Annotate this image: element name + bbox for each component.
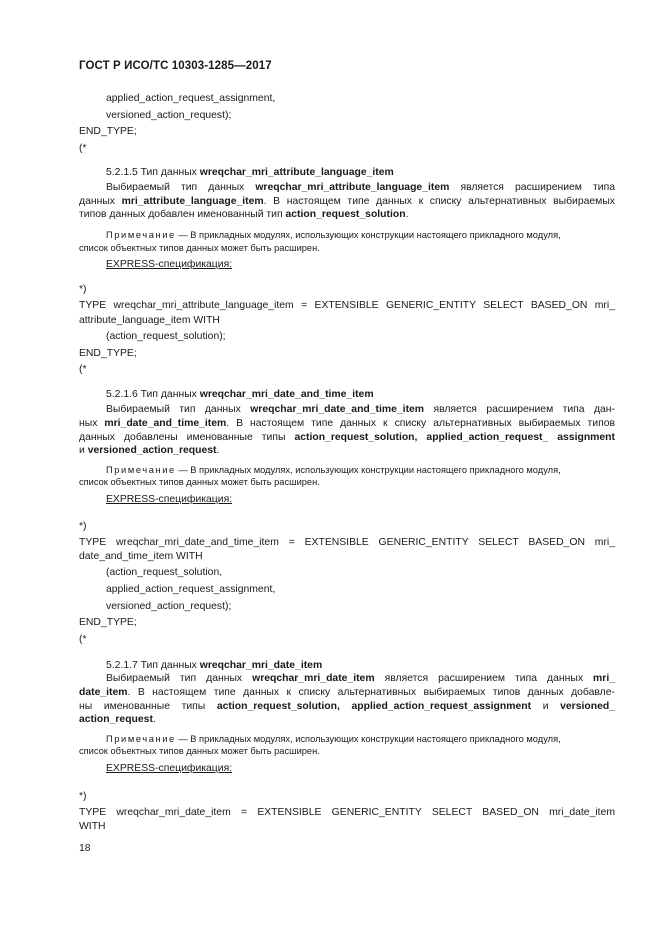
- code-line: applied_action_request_assignment,: [106, 93, 276, 104]
- paragraph-line: action_request.: [79, 714, 156, 725]
- section-heading: 5.2.1.5 Тип данных wreqchar_mri_attribute_language_item: [106, 167, 394, 178]
- section-heading: 5.2.1.7 Тип данных wreqchar_mri_date_item: [106, 660, 323, 671]
- code-line: TYPE wreqchar_mri_date_item = EXTENSIBLE GENERIC_ENTITY SELECT BASED_ON mri_date_item: [79, 807, 615, 818]
- code-line: END_TYPE;: [79, 617, 137, 628]
- code-line: WITH: [79, 821, 106, 832]
- note-line: Примечание — В прикладных модулях, использующих конструкции настоящего прикладного модуля,: [106, 230, 561, 240]
- code-line: (*: [79, 143, 87, 154]
- code-line: (action_request_solution,: [106, 567, 223, 578]
- express-spec-label: EXPRESS-спецификация:: [106, 763, 233, 774]
- express-spec-label: EXPRESS-спецификация:: [106, 494, 233, 505]
- paragraph-line: типов данных добавлен именованный тип action_request_solution.: [79, 209, 409, 220]
- note-line: Примечание — В прикладных модулях, использующих конструкции настоящего прикладного модуля,: [106, 734, 561, 744]
- note-line: список объектных типов данных может быть расширен.: [79, 243, 320, 253]
- note-line: список объектных типов данных может быть расширен.: [79, 746, 320, 756]
- code-line: *): [79, 791, 87, 802]
- page-header: ГОСТ Р ИСО/ТС 10303-1285—2017: [79, 60, 272, 72]
- code-line: END_TYPE;: [79, 348, 137, 359]
- paragraph-line: Выбираемый тип данных wreqchar_mri_date_item является расширением типа данных mri_: [106, 673, 615, 684]
- code-line: (action_request_solution);: [106, 331, 226, 342]
- code-line: attribute_language_item WITH: [79, 315, 220, 326]
- paragraph-line: Выбираемый тип данных wreqchar_mri_attribute_language_item является расширением типа: [106, 182, 615, 193]
- code-line: (*: [79, 364, 87, 375]
- express-spec-label: EXPRESS-спецификация:: [106, 259, 233, 270]
- paragraph-line: Выбираемый тип данных wreqchar_mri_date_and_time_item является расширением типа дан-: [106, 404, 615, 415]
- code-line: (*: [79, 634, 87, 645]
- paragraph-line: данных mri_attribute_language_item. В настоящем типе данных к списку альтернативных выбираемых: [79, 196, 615, 207]
- paragraph-line: и versioned_action_request.: [79, 445, 220, 456]
- paragraph-line: ны именованные типы action_request_solution, applied_action_request_assignment и versioned_: [79, 701, 615, 712]
- code-line: versioned_action_request);: [106, 110, 232, 121]
- paragraph-line: date_item. В настоящем типе данных к списку альтернативных выбираемых типов данных добавле-: [79, 687, 615, 698]
- code-line: versioned_action_request);: [106, 601, 232, 612]
- note-line: список объектных типов данных может быть расширен.: [79, 477, 320, 487]
- paragraph-line: ных mri_date_and_time_item. В настоящем типе данных к списку альтернативных выбираемых типов: [79, 418, 615, 429]
- code-line: END_TYPE;: [79, 126, 137, 137]
- code-line: applied_action_request_assignment,: [106, 584, 276, 595]
- code-line: *): [79, 284, 87, 295]
- code-line: TYPE wreqchar_mri_attribute_language_item = EXTENSIBLE GENERIC_ENTITY SELECT BASED_ON mri_: [79, 300, 615, 311]
- code-line: date_and_time_item WITH: [79, 551, 203, 562]
- code-line: *): [79, 521, 87, 532]
- note-line: Примечание — В прикладных модулях, использующих конструкции настоящего прикладного модуля,: [106, 465, 561, 475]
- code-line: TYPE wreqchar_mri_date_and_time_item = EXTENSIBLE GENERIC_ENTITY SELECT BASED_ON mri_: [79, 537, 615, 548]
- section-heading: 5.2.1.6 Тип данных wreqchar_mri_date_and_time_item: [106, 389, 374, 400]
- page-number: 18: [79, 843, 91, 854]
- paragraph-line: данных добавлены именованные типы action_request_solution, applied_action_request_ assignment: [79, 432, 615, 443]
